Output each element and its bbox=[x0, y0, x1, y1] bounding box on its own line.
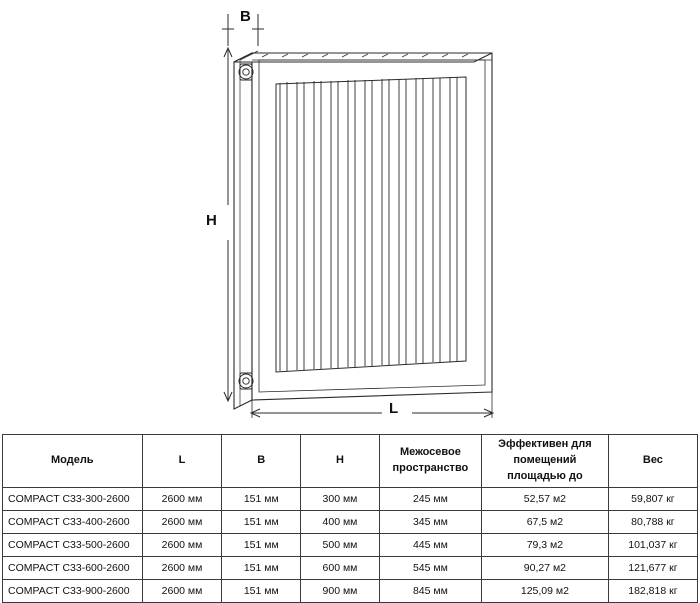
header-width bbox=[222, 435, 301, 488]
table-row bbox=[3, 579, 698, 602]
header-axis-spacing-line-1: Межосевое bbox=[399, 445, 461, 458]
table-header bbox=[3, 435, 698, 488]
header-effective-area bbox=[482, 435, 609, 488]
table-row bbox=[3, 510, 698, 533]
cell-axis-spacing: 445 мм bbox=[379, 533, 481, 556]
header-axis-spacing bbox=[379, 435, 481, 488]
cell-height: 300 мм bbox=[301, 487, 380, 510]
cell-length: 2600 мм bbox=[142, 533, 222, 556]
cell-weight: 80,788 кг bbox=[608, 510, 697, 533]
dimension-label-b: B bbox=[240, 8, 252, 25]
cell-width: 151 мм bbox=[222, 579, 301, 602]
header-model-line-1: Модель bbox=[50, 453, 94, 466]
header-effective-area-line-2: площадью до bbox=[507, 469, 583, 482]
table-row bbox=[3, 556, 698, 579]
table-header-row bbox=[3, 435, 698, 488]
cell-weight: 101,037 кг bbox=[608, 533, 697, 556]
header-height bbox=[301, 435, 380, 488]
cell-model: COMPACT C33-600-2600 bbox=[3, 556, 143, 579]
header-width-line-1: B bbox=[257, 453, 266, 466]
cell-weight: 59,807 кг bbox=[608, 487, 697, 510]
header-weight-line-1: Вес bbox=[642, 453, 663, 466]
cell-height: 500 мм bbox=[301, 533, 380, 556]
specifications-table bbox=[2, 434, 698, 603]
cell-height: 900 мм bbox=[301, 579, 380, 602]
cell-width: 151 мм bbox=[222, 510, 301, 533]
cell-effective-area: 67,5 м2 bbox=[482, 510, 609, 533]
table-row bbox=[3, 533, 698, 556]
cell-length: 2600 мм bbox=[142, 510, 222, 533]
cell-axis-spacing: 545 мм bbox=[379, 556, 481, 579]
cell-model: COMPACT C33-500-2600 bbox=[3, 533, 143, 556]
header-weight bbox=[608, 435, 697, 488]
cell-weight: 121,677 кг bbox=[608, 556, 697, 579]
cell-model: COMPACT C33-300-2600 bbox=[3, 487, 143, 510]
cell-axis-spacing: 845 мм bbox=[379, 579, 481, 602]
header-length-line-1: L bbox=[178, 453, 186, 466]
cell-width: 151 мм bbox=[222, 487, 301, 510]
cell-length: 2600 мм bbox=[142, 487, 222, 510]
dimension-label-l: L bbox=[389, 400, 399, 417]
header-effective-area-line-1: Эффективен для помещений bbox=[498, 438, 592, 466]
cell-height: 400 мм bbox=[301, 510, 380, 533]
cell-axis-spacing: 345 мм bbox=[379, 510, 481, 533]
header-length bbox=[142, 435, 222, 488]
table-body bbox=[3, 487, 698, 602]
cell-width: 151 мм bbox=[222, 556, 301, 579]
cell-length: 2600 мм bbox=[142, 556, 222, 579]
header-axis-spacing-line-2: пространство bbox=[392, 461, 469, 474]
cell-effective-area: 52,57 м2 bbox=[482, 487, 609, 510]
cell-model: COMPACT C33-900-2600 bbox=[3, 579, 143, 602]
header-height-line-1: H bbox=[335, 453, 344, 466]
cell-effective-area: 125,09 м2 bbox=[482, 579, 609, 602]
cell-weight: 182,818 кг bbox=[608, 579, 697, 602]
cell-effective-area: 79,3 м2 bbox=[482, 533, 609, 556]
cell-model: COMPACT C33-400-2600 bbox=[3, 510, 143, 533]
cell-effective-area: 90,27 м2 bbox=[482, 556, 609, 579]
cell-width: 151 мм bbox=[222, 533, 301, 556]
dimension-label-h: H bbox=[206, 212, 218, 229]
header-model bbox=[3, 435, 143, 488]
cell-height: 600 мм bbox=[301, 556, 380, 579]
cell-axis-spacing: 245 мм bbox=[379, 487, 481, 510]
table-row bbox=[3, 487, 698, 510]
cell-length: 2600 мм bbox=[142, 579, 222, 602]
